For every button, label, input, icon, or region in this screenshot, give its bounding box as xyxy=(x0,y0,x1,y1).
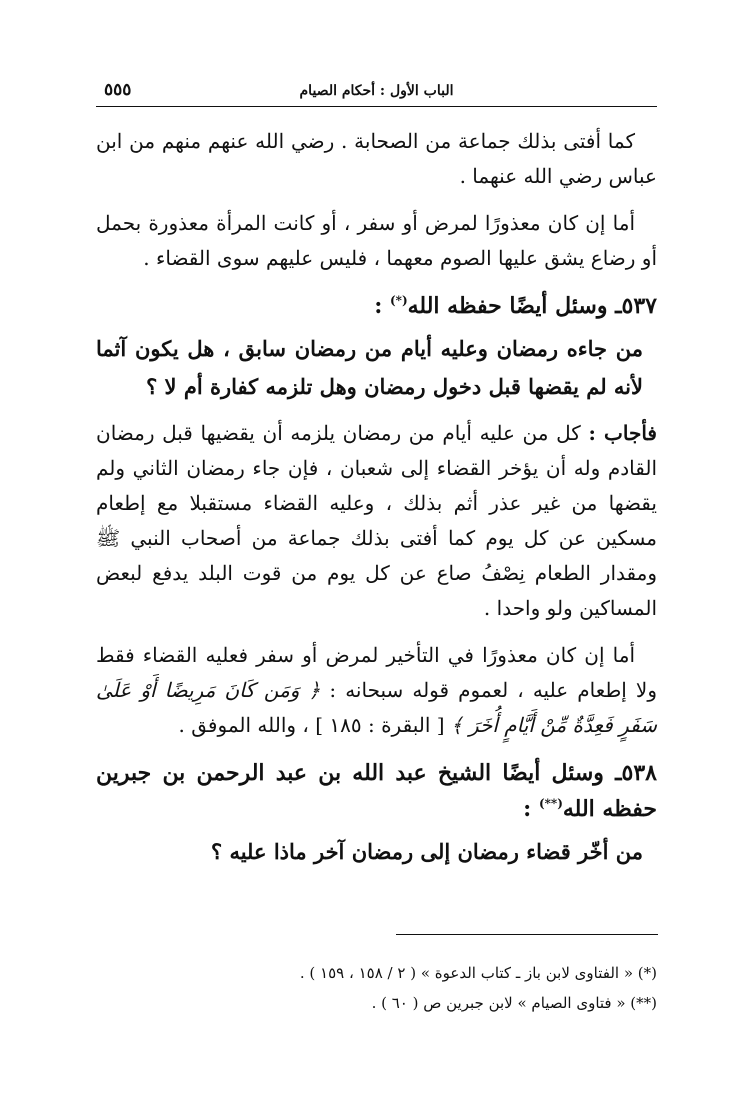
footnote-marker-1: (*) xyxy=(389,293,408,308)
footnote-2: (**) « فتاوى الصيام » لابن جبرين ص ( ٦٠ ) . xyxy=(371,994,657,1012)
running-head: الباب الأول : أحكام الصيام xyxy=(299,83,454,99)
quran-verse: ﴿ وَمَن كَانَ مَرِيضًا أَوْ عَلَىٰ سَفَرٍ فَعِدَّةٌ مِّنْ أَيَّامٍ أُخَرَ ﴾ xyxy=(96,678,657,737)
fatwa-537-answer xyxy=(96,416,657,626)
fatwa-538-heading xyxy=(96,755,657,827)
footnote-rule xyxy=(396,934,658,935)
answer-text: كل من عليه أيام من رمضان يلزمه أن يقضيها قبل رمضان القادم وله أن يؤخر القضاء إلى شعبان ، فإن جاء رمضان الثاني ولم يقضها من غير عذر أثم بذلك ، وعليه القضاء مستقبلا مع إطعام مسكين عن كل يوم كما أفتى بذلك جماعة من أصحاب النبي ﷺ ومقدار الطعام نِصْفُ صاع عن كل يوم من قوت البلد يدفع لبعض المساكين ولو واحدا . xyxy=(96,421,657,620)
verse-reference: [ البقرة : ١٨٥ ] ، والله الموفق . xyxy=(178,713,445,737)
heading-colon: : xyxy=(374,293,383,319)
fatwa-538-question: من أخّر قضاء رمضان إلى رمضان آخر ماذا عليه ؟ xyxy=(211,839,643,864)
fatwa-538-title: ٥٣٨ـ وسئل أيضًا الشيخ عبد الله بن عبد الرحمن بن جبرين حفظه الله xyxy=(96,760,657,822)
answer-2-text: أما إن كان معذورًا في التأخير لمرض أو سفر فعليه القضاء فقط ولا إطعام عليه ، لعموم قوله سبحانه : xyxy=(96,643,657,702)
fatwa-537-title: ٥٣٧ـ وسئل أيضًا حفظه الله xyxy=(407,293,657,319)
footnotes xyxy=(96,958,657,1018)
page-number: ٥٥٥ xyxy=(104,80,132,100)
footnote-marker-2: (**) xyxy=(538,796,563,811)
page-header xyxy=(96,80,657,104)
header-rule xyxy=(96,106,657,107)
fatwa-537-question: من جاءه رمضان وعليه أيام من رمضان سابق ، هل يكون آثما لأنه لم يقضها قبل دخول رمضان وهل تلزمه كفارة أم لا ؟ xyxy=(96,336,643,399)
fatwa-537-answer-2 xyxy=(96,638,657,743)
answer-label: فأجاب : xyxy=(588,421,657,445)
fatwa-537-heading xyxy=(96,288,657,324)
page-body xyxy=(96,124,657,881)
paragraph-2: أما إن كان معذورًا لمرض أو سفر ، أو كانت المرأة معذورة بحمل أو رضاع يشق عليها الصوم معهما ، فليس عليهم سوى القضاء . xyxy=(96,211,657,270)
paragraph-1: كما أفتى بذلك جماعة من الصحابة . رضي الله عنهم منهم من ابن عباس رضي الله عنهما . xyxy=(96,129,657,188)
footnote-1: (*) « الفتاوى لابن باز ـ كتاب الدعوة » ( ٢ / ١٥٨ ، ١٥٩ ) . xyxy=(299,964,657,982)
heading-colon: : xyxy=(523,796,532,822)
